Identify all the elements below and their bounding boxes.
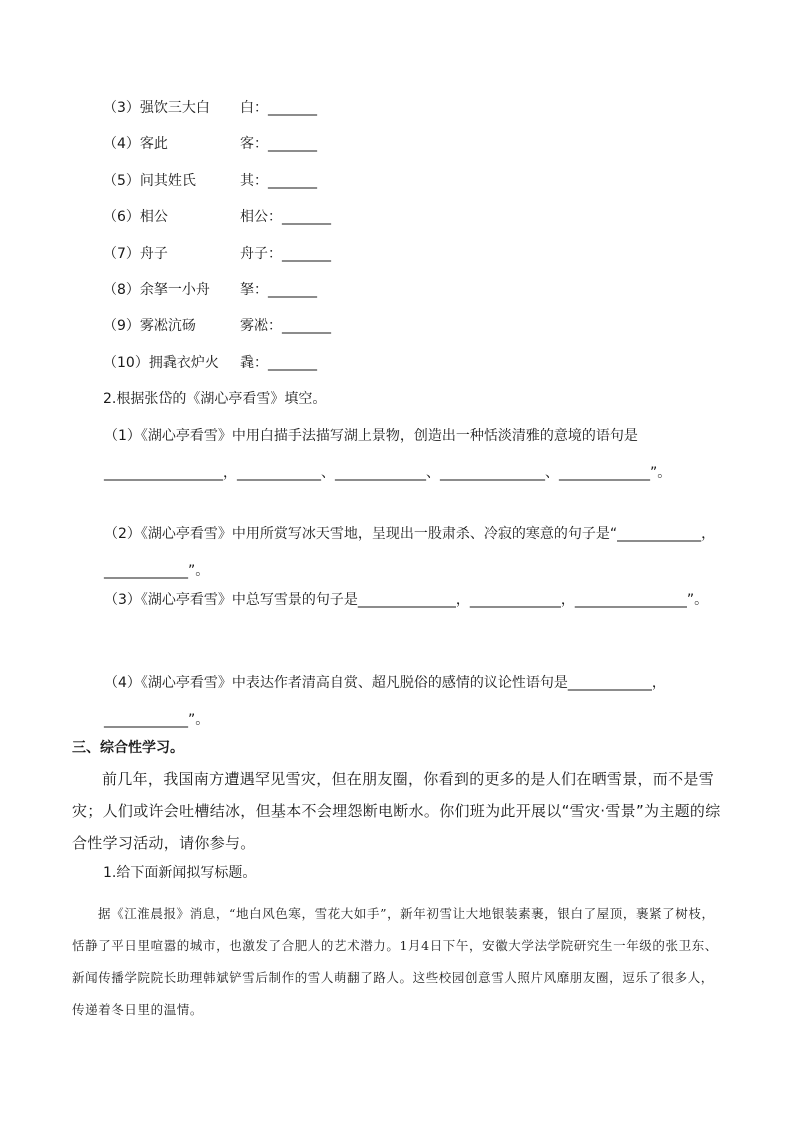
vocab-item: （8）余拏一小舟 (103, 282, 210, 298)
vocab-item: （3）强饮三大白 (103, 100, 210, 116)
section-3-heading: 三、综合性学习。 (72, 740, 184, 756)
vocab-row (103, 280, 317, 300)
question-2-item (72, 665, 724, 739)
vocab-answer-blank: 相公：_______ (240, 209, 331, 225)
vocab-item: （9）雾凇沆砀 (103, 318, 196, 334)
question-2-item-text: （3）《湖心亭看雪》中总写雪景的句子是______________，_____________，________________”。 (104, 592, 709, 608)
question-1-title: 1.给下面新闻拟写标题。 (103, 865, 257, 881)
vocab-item: （5）问其姓氏 (103, 173, 196, 189)
question-2-title: 2.根据张岱的《湖心亭看雪》填空。 (103, 391, 327, 407)
question-2-item (72, 516, 724, 590)
vocab-answer-blank: 其：_______ (240, 173, 317, 189)
vocab-item: （7）舟子 (103, 246, 168, 262)
news-passage: 据《江淮晨报》消息，“地白风色寒，雪花大如手”，新年初雪让大地银装素裹，银白了屋顶，裹紧了树枝，恬静了平日里喧嚣的城市，也激发了合肥人的艺术潜力。1月4日下午，安徽大学法学院研究生一年级的张卫东、新闻传播学院院长助理韩斌铲雪后制作的雪人萌翻了路人。这些校园创意雪人照片风靡朋友圈，逗乐了很多人，传递着冬日里的温情。 (72, 906, 718, 1017)
question-2-item (72, 418, 724, 492)
vocab-item: （4）客此 (103, 136, 168, 152)
vocab-item: （6）相公 (103, 209, 168, 225)
vocab-answer-blank: 白：_______ (240, 100, 317, 116)
vocab-row (103, 98, 317, 118)
vocab-answer-blank: 毳：_______ (240, 355, 317, 371)
vocab-row (103, 316, 331, 336)
vocab-answer-blank: 客：_______ (240, 136, 317, 152)
vocab-answer-blank: 舟子：_______ (240, 246, 331, 262)
vocab-answer-blank: 拏：_______ (240, 282, 317, 298)
vocab-row (103, 244, 331, 264)
question-2-item-text: （2）《湖心亭看雪》中用所赏写冰天雪地，呈现出一股肃杀、冷寂的寒意的句子是“____________，____________”。 (104, 526, 716, 579)
vocab-row (103, 207, 331, 227)
vocab-row (103, 353, 317, 373)
vocab-row (103, 134, 317, 154)
question-2-item (72, 582, 724, 619)
vocab-row (103, 171, 317, 191)
question-2-item-text: （4）《湖心亭看雪》中表达作者清高自赏、超凡脱俗的感情的议论性语句是____________，____________”。 (104, 675, 666, 728)
question-2-item-text: （1）《湖心亭看雪》中用白描手法描写湖上景物，创造出一种恬淡清雅的意境的语句是_________________，____________、_____________、_______________、_____________”。 (104, 428, 672, 481)
vocab-item: （10）拥毳衣炉火 (103, 355, 219, 371)
section-3-intro: 前几年，我国南方遭遇罕见雪灾，但在朋友圈，你看到的更多的是人们在晒雪景，而不是雪灾；人们或许会吐槽结冰，但基本不会埋怨断电断水。你们班为此开展以“雪灾·雪景”为主题的综合性学习活动，请你参与。 (72, 770, 721, 852)
vocab-answer-blank: 雾凇：_______ (240, 318, 331, 334)
